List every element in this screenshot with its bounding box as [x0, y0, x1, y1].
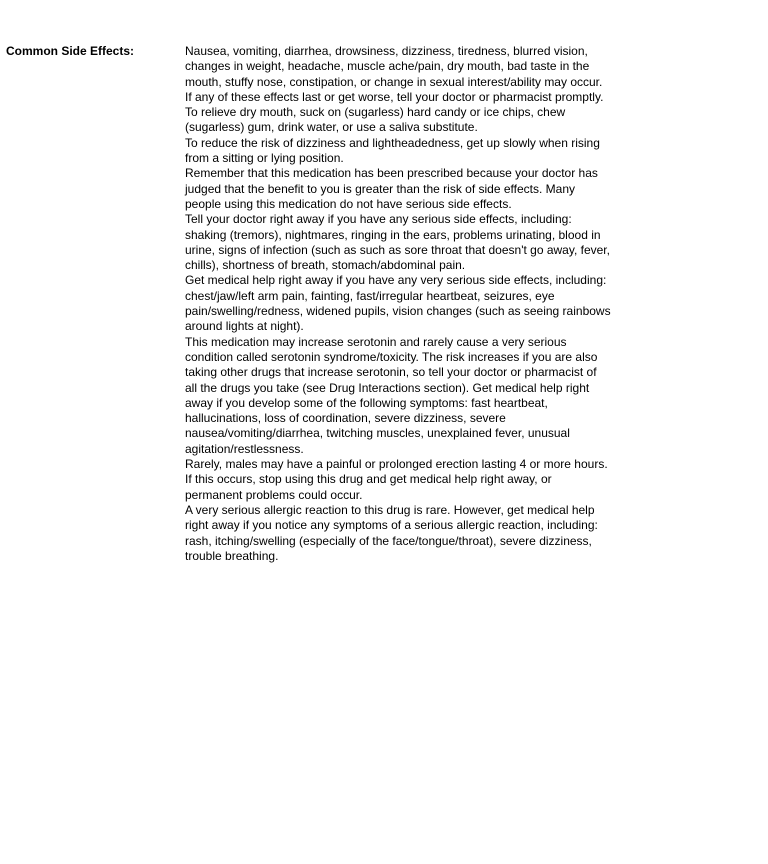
paragraph-allergic-reaction: A very serious allergic reaction to this drug is rare. However, get medical help right away if you notice any symptoms of a serious allergic reaction, including: rash, itching/swelling (especially of the face/tongue/throat), severe dizziness, trouble breathing. [185, 502, 598, 563]
side-effects-content [185, 44, 611, 564]
paragraph-very-serious-effects: Get medical help right away if you have any very serious side effects, including: chest/jaw/left arm pain, fainting, fast/irregular heartbeat, seizures, eye pain/swelling/redness, widened pupils, vision changes (such as seeing rainbows around lights at night). [185, 273, 611, 334]
paragraph-dizziness: To reduce the risk of dizziness and lightheadedness, get up slowly when rising from a sitting or lying position. [185, 135, 600, 166]
paragraph-serotonin: This medication may increase serotonin and rarely cause a very serious condition called serotonin syndrome/toxicity. The risk increases if you are also taking other drugs that increase serotonin, so tell your doctor or pharmacist of all the drugs you take (see Drug Interactions section). Get medical help right away if you develop some of the following symptoms: fast heartbeat, hallucinations, loss of coordination, severe dizziness, severe nausea/vomiting/diarrhea, twitching muscles, unexplained fever, unusual agitation/restlessness. [185, 334, 598, 456]
paragraph-serious-effects: Tell your doctor right away if you have any serious side effects, including: shaking (tremors), nightmares, ringing in the ears, problems urinating, blood in urine, signs of infection (such as such as sore throat that doesn't go away, fever, chills), shortness of breath, stomach/abdominal pain. [185, 212, 610, 273]
paragraph-erection: Rarely, males may have a painful or prolonged erection lasting 4 or more hours. If this occurs, stop using this drug and get medical help right away, or permanent problems could occur. [185, 457, 608, 502]
paragraph-benefit: Remember that this medication has been prescribed because your doctor has judged that the benefit to you is greater than the risk of side effects. Many people using this medication do not have serious side effects. [185, 166, 598, 211]
paragraph-dry-mouth: To relieve dry mouth, suck on (sugarless) hard candy or ice chips, chew (sugarless) gum, drink water, or use a saliva substitute. [185, 105, 566, 135]
section-label: Common Side Effects: [6, 44, 135, 58]
paragraph-common-effects: Nausea, vomiting, diarrhea, drowsiness, dizziness, tiredness, blurred vision, changes in weight, headache, muscle ache/pain, dry mouth, bad taste in the mouth, stuffy nose, constipation, or change in sexual interest/ability may occur. If any of these effects last or get worse, tell your doctor or pharmacist promptly. [185, 44, 604, 104]
